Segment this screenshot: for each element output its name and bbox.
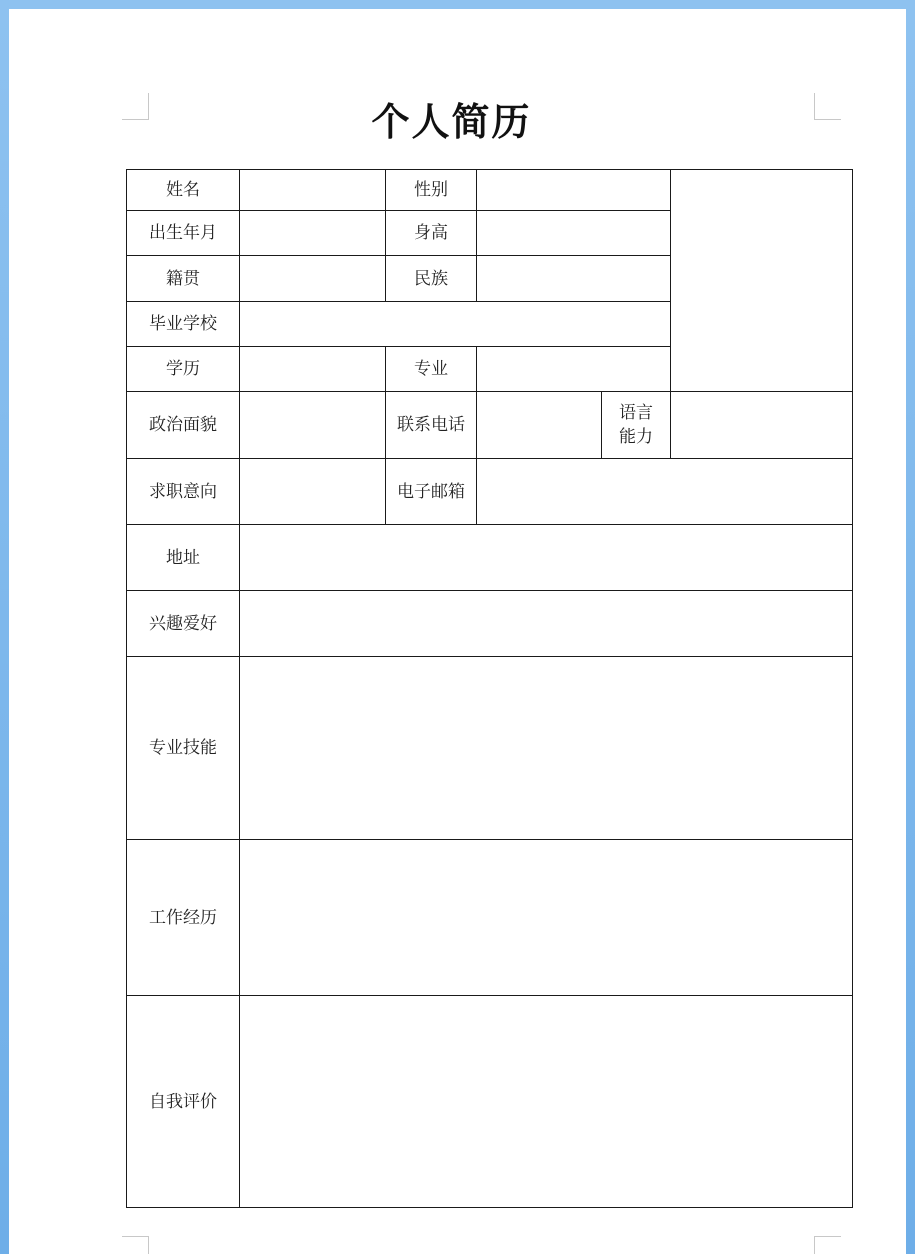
- margin-mark-bottom-left: [122, 1236, 149, 1254]
- page-title: [9, 97, 906, 147]
- major-field[interactable]: [477, 347, 671, 392]
- label-politics: 政治面貌: [127, 392, 240, 459]
- skills-field[interactable]: [240, 657, 853, 840]
- label-email: 电子邮箱: [386, 459, 477, 525]
- label-birth: 出生年月: [127, 211, 240, 256]
- job-intent-field[interactable]: [240, 459, 386, 525]
- label-self-eval: 自我评价: [127, 996, 240, 1208]
- self-eval-field[interactable]: [240, 996, 853, 1208]
- resume-table: [126, 169, 853, 1208]
- photo-box[interactable]: [671, 170, 853, 392]
- label-hobbies: 兴趣爱好: [127, 591, 240, 657]
- table-row: [127, 591, 853, 657]
- label-phone: 联系电话: [386, 392, 477, 459]
- work-history-field[interactable]: [240, 840, 853, 996]
- address-field[interactable]: [240, 525, 853, 591]
- name-field[interactable]: [240, 170, 386, 211]
- table-row: [127, 392, 853, 459]
- birth-field[interactable]: [240, 211, 386, 256]
- label-school: 毕业学校: [127, 302, 240, 347]
- label-name: 姓名: [127, 170, 240, 211]
- label-education: 学历: [127, 347, 240, 392]
- page-title-text: 个人简历: [371, 99, 532, 144]
- height-field[interactable]: [477, 211, 671, 256]
- label-gender: 性别: [386, 170, 477, 211]
- ethnicity-field[interactable]: [477, 256, 671, 302]
- table-row: [127, 170, 853, 211]
- label-major: 专业: [386, 347, 477, 392]
- native-place-field[interactable]: [240, 256, 386, 302]
- table-row: [127, 996, 853, 1208]
- gender-field[interactable]: [477, 170, 671, 211]
- school-field[interactable]: [240, 302, 671, 347]
- label-language: [602, 392, 671, 459]
- hobbies-field[interactable]: [240, 591, 853, 657]
- language-field[interactable]: [671, 392, 853, 459]
- table-row: [127, 525, 853, 591]
- label-language-line1: 语言: [619, 403, 653, 423]
- label-skills: 专业技能: [127, 657, 240, 840]
- phone-field[interactable]: [477, 392, 602, 459]
- label-native-place: 籍贯: [127, 256, 240, 302]
- table-row: [127, 459, 853, 525]
- label-ethnicity: 民族: [386, 256, 477, 302]
- label-height: 身高: [386, 211, 477, 256]
- label-job-intent: 求职意向: [127, 459, 240, 525]
- margin-mark-bottom-right: [814, 1236, 841, 1254]
- politics-field[interactable]: [240, 392, 386, 459]
- label-work-history: 工作经历: [127, 840, 240, 996]
- email-field[interactable]: [477, 459, 853, 525]
- label-language-line2: 能力: [619, 427, 653, 447]
- education-field[interactable]: [240, 347, 386, 392]
- table-row: [127, 840, 853, 996]
- table-row: [127, 657, 853, 840]
- document-page: [9, 9, 906, 1254]
- label-address: 地址: [127, 525, 240, 591]
